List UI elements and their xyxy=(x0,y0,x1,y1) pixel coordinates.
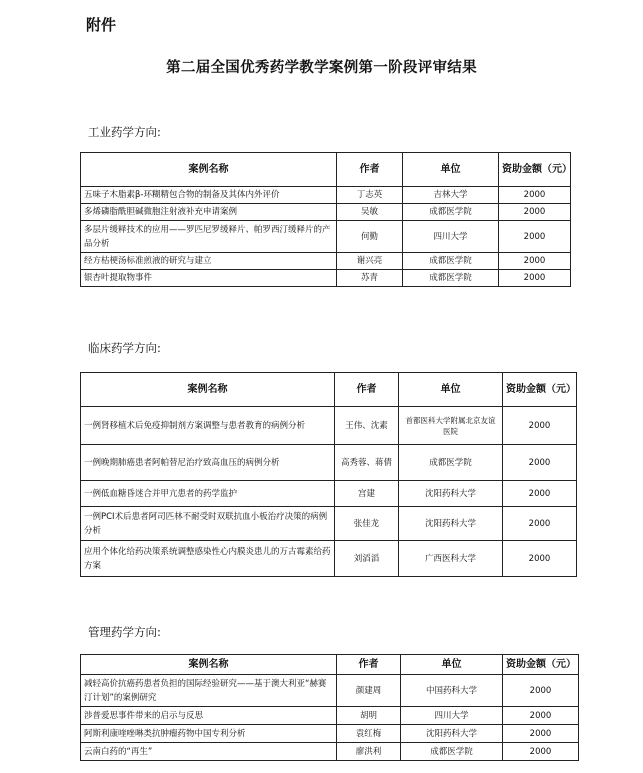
case-name-cell: 一例低血糖昏迷合并甲亢患者的药学监护 xyxy=(81,481,335,507)
amount-cell: 2000 xyxy=(499,204,571,221)
author-cell: 王伟、沈素 xyxy=(335,407,399,445)
table-row xyxy=(81,445,577,481)
case-name-cell: 银杏叶提取物事件 xyxy=(81,270,337,287)
unit-cell: 成都医学院 xyxy=(403,204,499,221)
header-unit: 单位 xyxy=(401,655,503,675)
unit-cell: 成都医学院 xyxy=(401,743,503,761)
author-cell: 刘滔滔 xyxy=(335,541,399,577)
table-row xyxy=(81,204,571,221)
table-row xyxy=(81,743,579,761)
author-cell: 吴敏 xyxy=(337,204,403,221)
unit-cell: 吉林大学 xyxy=(403,187,499,204)
results-table-management xyxy=(80,654,579,761)
table-header-row xyxy=(81,655,579,675)
amount-cell: 2000 xyxy=(503,445,577,481)
case-name-cell: 多层片缓释技术的应用——罗匹尼罗缓释片、帕罗西汀缓释片的产品分析 xyxy=(81,221,337,253)
unit-cell: 成都医学院 xyxy=(403,270,499,287)
case-name-cell: 五味子木脂素β-环糊精包合物的制备及其体内外评价 xyxy=(81,187,337,204)
header-unit: 单位 xyxy=(399,373,503,407)
annex-label: 附件 xyxy=(86,16,117,34)
amount-cell: 2000 xyxy=(503,541,577,577)
author-cell: 高秀蓉、蒋倩 xyxy=(335,445,399,481)
section-heading-clinical: 临床药学方向: xyxy=(88,341,161,355)
case-name-cell: 减轻高价抗癌药患者负担的国际经验研究——基于澳大利亚“赫赛汀计划”的案例研究 xyxy=(81,675,337,707)
table-row xyxy=(81,253,571,270)
section-heading-industrial: 工业药学方向: xyxy=(88,125,161,139)
results-table-industrial xyxy=(80,152,571,287)
amount-cell: 2000 xyxy=(503,725,579,743)
results-table-clinical xyxy=(80,372,577,577)
table-row xyxy=(81,270,571,287)
amount-cell: 2000 xyxy=(503,743,579,761)
author-cell: 廖洪利 xyxy=(337,743,401,761)
table-header-row xyxy=(81,153,571,187)
amount-cell: 2000 xyxy=(499,270,571,287)
case-name-cell: 渉普爱思事件带来的启示与反思 xyxy=(81,707,337,725)
unit-cell: 广西医科大学 xyxy=(399,541,503,577)
amount-cell: 2000 xyxy=(499,187,571,204)
author-cell: 张佳龙 xyxy=(335,507,399,541)
case-name-cell: 一例晚期肺癌患者阿帕替尼治疗致高血压的病例分析 xyxy=(81,445,335,481)
case-name-cell: 一例肾移植术后免疫抑制剂方案调整与患者教育的病例分析 xyxy=(81,407,335,445)
table-row xyxy=(81,481,577,507)
header-case-name: 案例名称 xyxy=(81,153,337,187)
author-cell: 胡明 xyxy=(337,707,401,725)
amount-cell: 2000 xyxy=(503,707,579,725)
author-cell: 何勤 xyxy=(337,221,403,253)
table-row xyxy=(81,541,577,577)
header-case-name: 案例名称 xyxy=(81,655,337,675)
table-row xyxy=(81,221,571,253)
unit-cell: 四川大学 xyxy=(403,221,499,253)
amount-cell: 2000 xyxy=(499,221,571,253)
amount-cell: 2000 xyxy=(503,481,577,507)
header-amount: 资助金额（元） xyxy=(503,655,579,675)
header-amount: 资助金额（元） xyxy=(503,373,577,407)
case-name-cell: 云南白药的“再生” xyxy=(81,743,337,761)
header-unit: 单位 xyxy=(403,153,499,187)
author-cell: 丁志英 xyxy=(337,187,403,204)
table-row xyxy=(81,707,579,725)
author-cell: 谢兴亮 xyxy=(337,253,403,270)
unit-cell: 沈阳药科大学 xyxy=(401,725,503,743)
case-name-cell: 多烯磷脂酰胆碱微胞注射液补充申请案例 xyxy=(81,204,337,221)
author-cell: 袁红梅 xyxy=(337,725,401,743)
case-name-cell: 应用个体化给药决策系统调整感染性心内膜炎患儿的万古霉素给药方案 xyxy=(81,541,335,577)
header-author: 作者 xyxy=(335,373,399,407)
case-name-cell: 经方枯梗汤标准煎液的研究与建立 xyxy=(81,253,337,270)
unit-cell: 成都医学院 xyxy=(399,445,503,481)
unit-cell: 四川大学 xyxy=(401,707,503,725)
unit-cell: 中国药科大学 xyxy=(401,675,503,707)
section-heading-management: 管理药学方向: xyxy=(88,625,161,639)
author-cell: 颜建周 xyxy=(337,675,401,707)
amount-cell: 2000 xyxy=(503,507,577,541)
table-row xyxy=(81,187,571,204)
unit-cell: 沈阳药科大学 xyxy=(399,507,503,541)
table-row xyxy=(81,675,579,707)
amount-cell: 2000 xyxy=(503,407,577,445)
case-name-cell: 阿斯利康喹唑啉类抗肿瘤药物中国专利分析 xyxy=(81,725,337,743)
unit-cell: 沈阳药科大学 xyxy=(399,481,503,507)
header-amount: 资助金额（元） xyxy=(499,153,571,187)
unit-cell: 首都医科大学附属北京友谊医院 xyxy=(399,407,503,445)
case-name-cell: 一例PCI术后患者阿司匹林不耐受时双联抗血小板治疗决策的病例分析 xyxy=(81,507,335,541)
header-author: 作者 xyxy=(337,153,403,187)
table-header-row xyxy=(81,373,577,407)
table-row xyxy=(81,725,579,743)
author-cell: 宫建 xyxy=(335,481,399,507)
header-author: 作者 xyxy=(337,655,401,675)
amount-cell: 2000 xyxy=(499,253,571,270)
document-title: 第二届全国优秀药学教学案例第一阶段评审结果 xyxy=(166,60,477,76)
amount-cell: 2000 xyxy=(503,675,579,707)
header-case-name: 案例名称 xyxy=(81,373,335,407)
table-row xyxy=(81,407,577,445)
unit-cell: 成都医学院 xyxy=(403,253,499,270)
table-row xyxy=(81,507,577,541)
author-cell: 苏青 xyxy=(337,270,403,287)
